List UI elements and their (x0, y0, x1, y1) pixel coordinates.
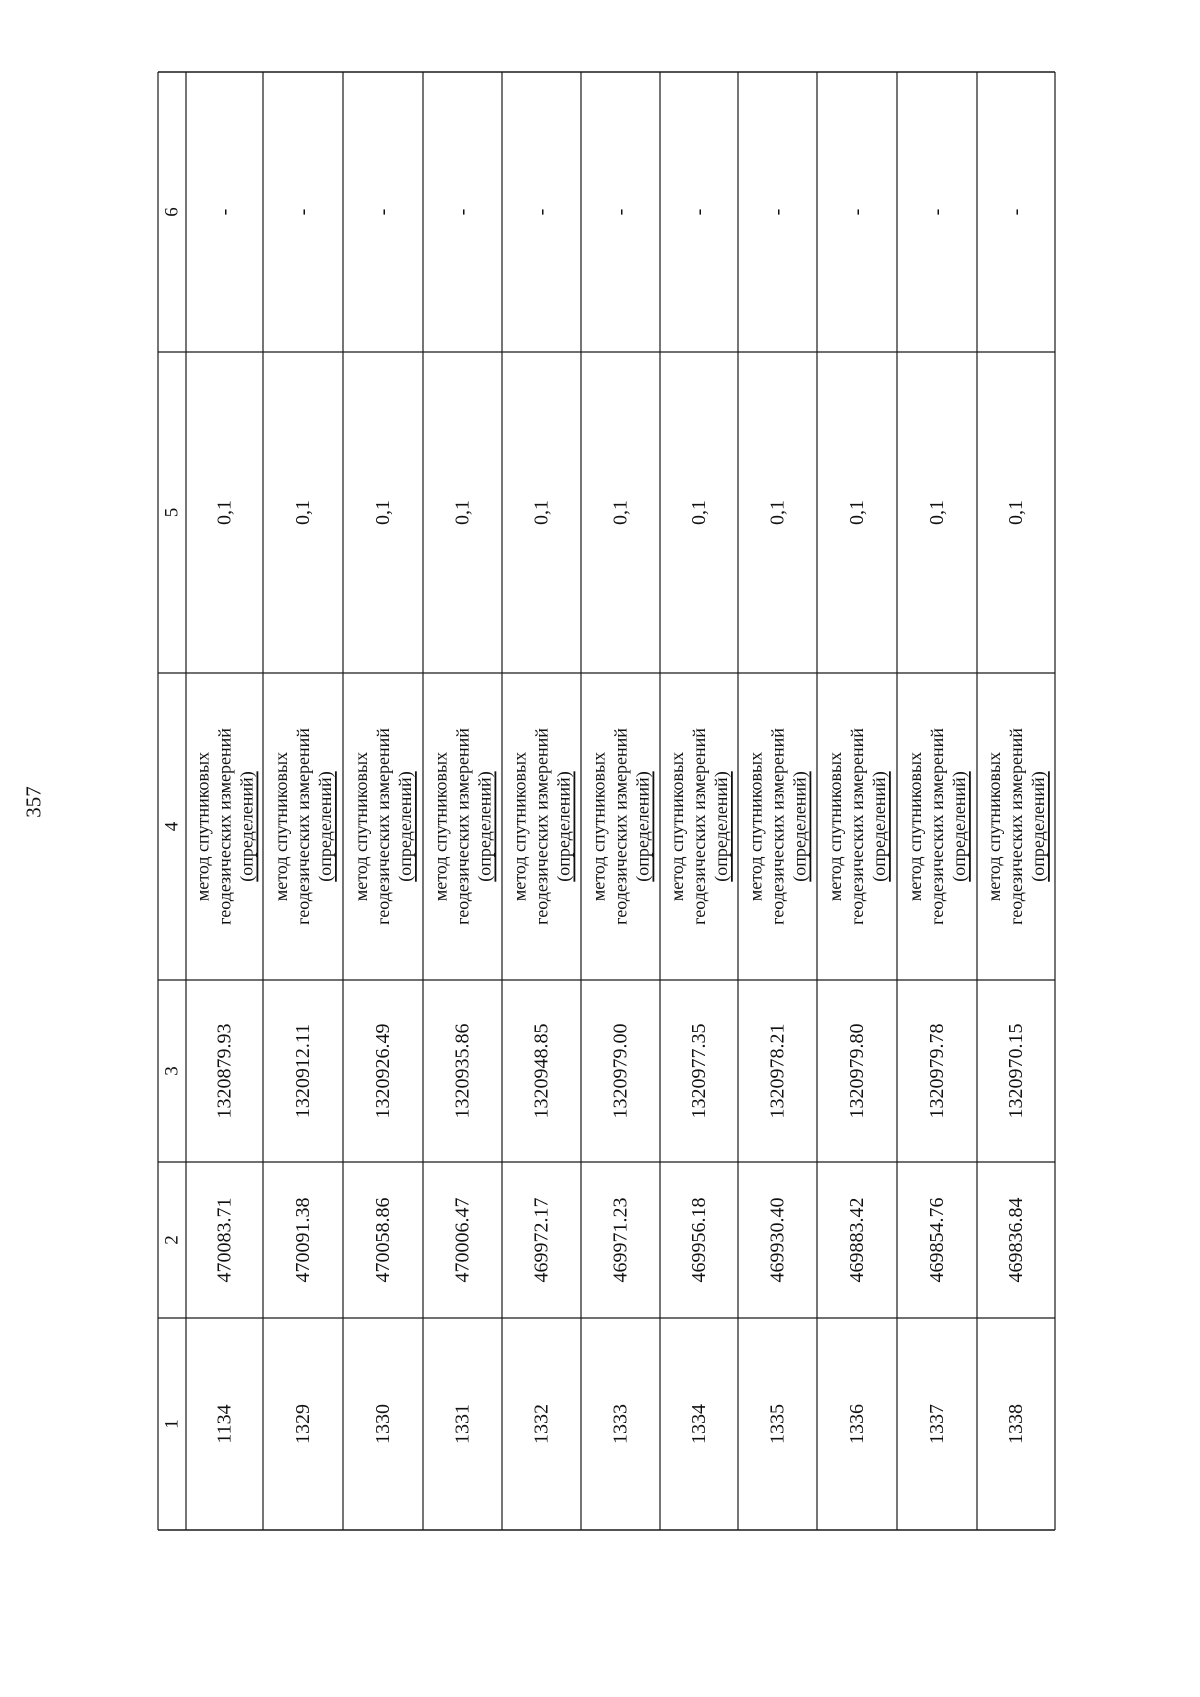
cell-point-number: 1338 (1005, 1404, 1027, 1444)
cell-description: - (926, 208, 948, 216)
cell-accuracy: 0,1 (926, 500, 948, 525)
cell-coordinate-y: 1320979.00 (609, 1023, 632, 1119)
cell-coordinate-y: 1320979.78 (926, 1023, 948, 1119)
cell-point-number: 1334 (688, 1404, 710, 1444)
cell-method-line: геодезических измерений (767, 728, 788, 925)
cell-coordinate-x: 469972.17 (530, 1197, 553, 1283)
cell-coordinate-y: 1320978.21 (766, 1023, 789, 1119)
cell-coordinate-y: 1320948.85 (530, 1023, 553, 1119)
cell-method-line: (определений) (1028, 771, 1048, 882)
column-header-3: 3 (161, 1066, 183, 1076)
cell-point-number: 1329 (292, 1404, 314, 1444)
cell-method-line: метод спутниковых (825, 751, 845, 902)
column-header-1: 1 (161, 1419, 183, 1429)
cell-coordinate-x: 470058.86 (372, 1197, 394, 1283)
cell-coordinate-x: 470006.47 (451, 1197, 474, 1283)
cell-method-line: метод спутниковых (509, 751, 530, 902)
cell-point-number: 1134 (213, 1404, 236, 1444)
cell-coordinate-x: 470091.38 (292, 1197, 314, 1283)
cell-coordinate-y: 1320970.15 (1005, 1023, 1027, 1119)
cell-method-line: геодезических измерений (927, 728, 947, 925)
cell-method-line: геодезических измерений (452, 728, 473, 925)
cell-point-number: 1336 (846, 1404, 868, 1444)
cell-accuracy: 0,1 (688, 500, 710, 525)
cell-coordinate-y: 1320979.80 (846, 1023, 868, 1119)
cell-coordinate-y: 1320926.49 (372, 1023, 394, 1119)
cell-method-line: метод спутниковых (905, 751, 925, 902)
cell-coordinate-y: 1320879.93 (213, 1023, 236, 1119)
cell-method-line: (определений) (789, 771, 810, 882)
cell-coordinate-y: 1320912.11 (292, 1023, 314, 1119)
cell-method-line: (определений) (949, 771, 969, 882)
column-header-6: 6 (161, 207, 183, 217)
cell-method-line: геодезических измерений (373, 728, 393, 925)
cell-point-number: 1337 (926, 1404, 948, 1444)
cell-method-line: метод спутниковых (745, 751, 766, 902)
cell-description: - (451, 208, 474, 216)
cell-method-line: геодезических измерений (531, 728, 552, 925)
cell-coordinate-x: 469854.76 (926, 1197, 948, 1283)
column-header-5: 5 (161, 507, 183, 518)
cell-method-line: (определений) (236, 771, 257, 882)
cell-accuracy: 0,1 (1005, 500, 1027, 525)
cell-method-line: (определений) (395, 771, 415, 882)
cell-method-line: (определений) (869, 771, 889, 882)
cell-accuracy: 0,1 (846, 500, 868, 525)
cell-description: - (292, 208, 314, 216)
cell-method-line: (определений) (632, 771, 653, 882)
cell-method-line: (определений) (553, 771, 574, 882)
cell-point-number: 1330 (372, 1404, 394, 1444)
cell-coordinate-x: 470083.71 (213, 1197, 236, 1283)
cell-method-line: метод спутниковых (271, 751, 291, 902)
cell-accuracy: 0,1 (213, 500, 236, 525)
cell-accuracy: 0,1 (609, 500, 632, 525)
page-number-text: 357 (21, 786, 46, 818)
cell-point-number: 1332 (530, 1404, 553, 1444)
table-cells (162, 207, 1050, 1444)
cell-method-line: (определений) (315, 771, 335, 882)
column-header-4: 4 (161, 821, 183, 832)
cell-coordinate-x: 469883.42 (846, 1197, 868, 1283)
cell-coordinate-y: 1320977.35 (688, 1023, 710, 1119)
cell-method-line: геодезических измерений (847, 728, 867, 925)
cell-accuracy: 0,1 (451, 500, 474, 525)
cell-description: - (213, 208, 236, 216)
cell-method-line: (определений) (711, 771, 731, 882)
cell-method-line: метод спутниковых (984, 751, 1004, 902)
cell-method-line: метод спутниковых (588, 751, 609, 902)
cell-accuracy: 0,1 (530, 500, 553, 525)
cell-method-line: метод спутниковых (192, 751, 213, 902)
cell-coordinate-x: 469930.40 (766, 1197, 789, 1283)
cell-description: - (609, 208, 632, 216)
cell-coordinate-x: 469836.84 (1005, 1197, 1027, 1283)
cell-method-line: геодезических измерений (689, 728, 709, 925)
cell-coordinate-y: 1320935.86 (451, 1023, 474, 1119)
cell-method-line: метод спутниковых (667, 751, 687, 902)
cell-method-line: (определений) (474, 771, 495, 882)
cell-accuracy: 0,1 (372, 500, 394, 525)
cell-method-line: геодезических измерений (293, 728, 313, 925)
cell-description: - (1005, 208, 1027, 216)
cell-point-number: 1335 (766, 1404, 789, 1444)
cell-method-line: метод спутниковых (351, 751, 371, 902)
cell-coordinate-x: 469956.18 (688, 1197, 710, 1283)
cell-description: - (846, 208, 868, 216)
cell-point-number: 1331 (451, 1404, 474, 1444)
cell-accuracy: 0,1 (292, 500, 314, 525)
cell-description: - (530, 208, 553, 216)
cell-point-number: 1333 (609, 1404, 632, 1444)
cell-method-line: метод спутниковых (430, 751, 451, 902)
cell-coordinate-x: 469971.23 (609, 1197, 632, 1283)
cell-method-line: геодезических измерений (610, 728, 631, 925)
cell-accuracy: 0,1 (766, 500, 789, 525)
cell-description: - (372, 208, 394, 216)
cell-description: - (766, 208, 789, 216)
cell-method-line: геодезических измерений (1006, 728, 1026, 925)
cell-description: - (688, 208, 710, 216)
cell-method-line: геодезических измерений (214, 728, 235, 925)
column-header-2: 2 (161, 1235, 183, 1245)
